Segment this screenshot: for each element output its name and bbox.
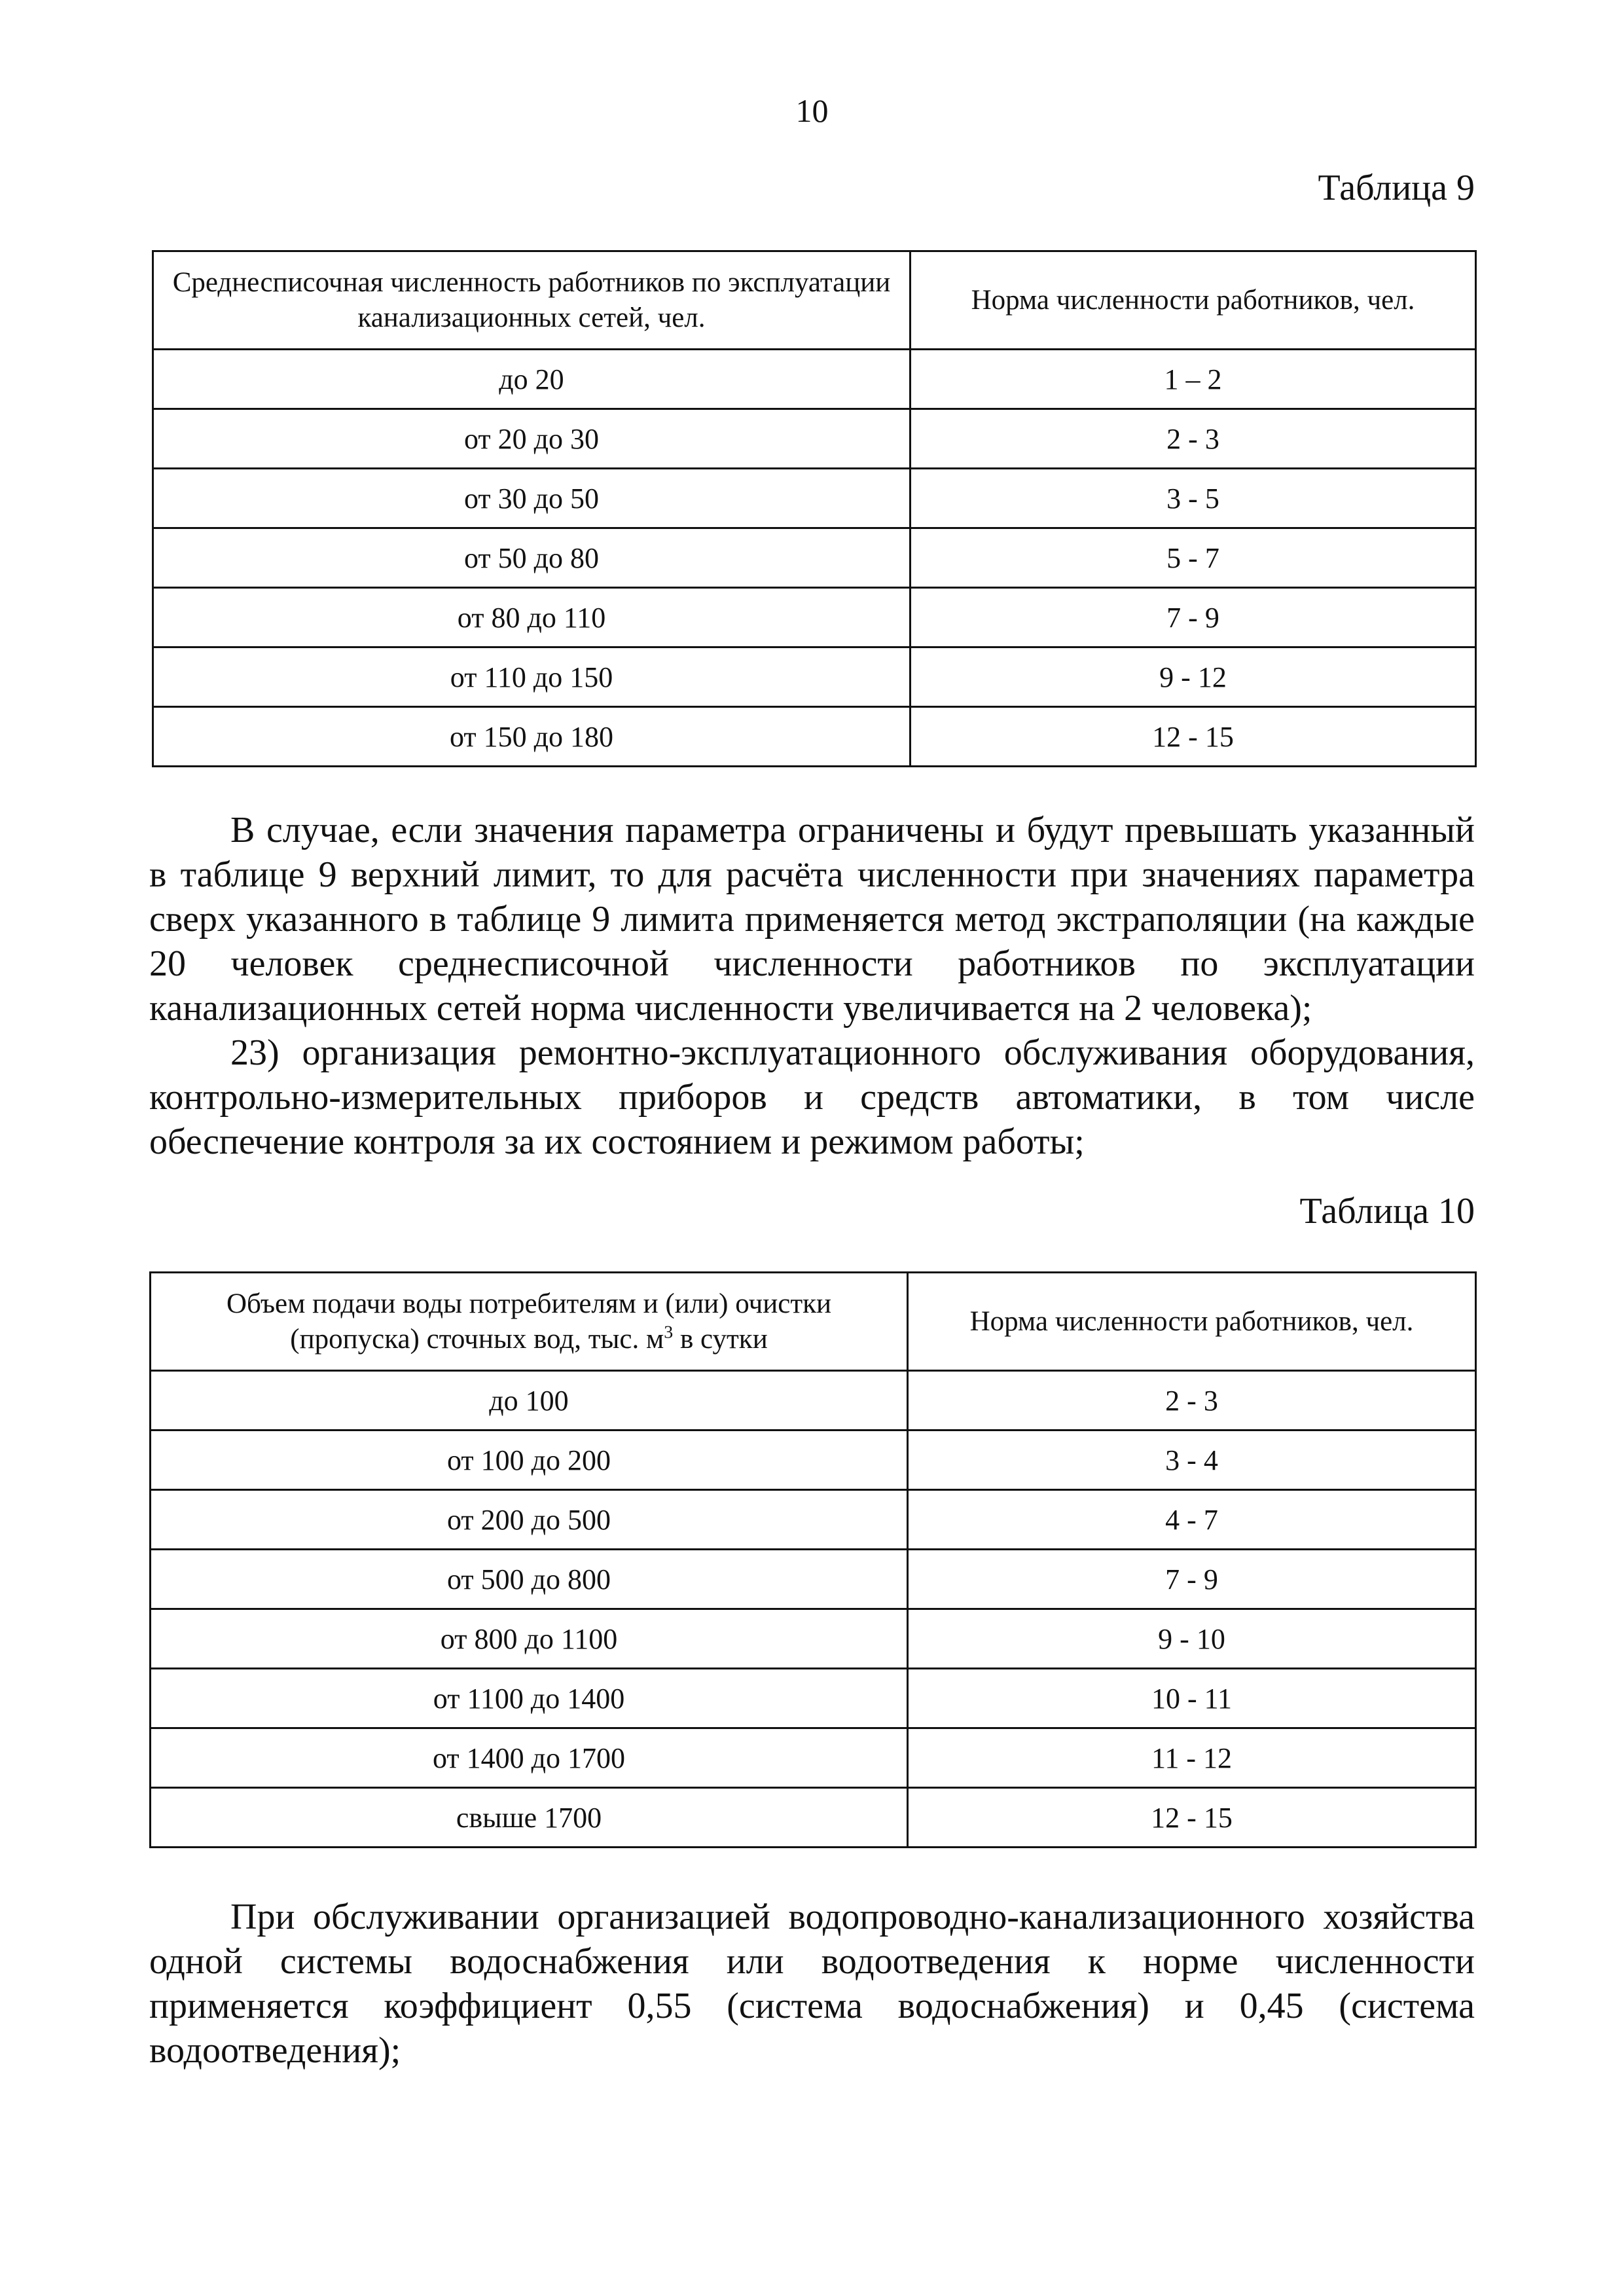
table-cell-norm: 3 - 4 <box>908 1430 1476 1490</box>
table-row <box>151 1550 1476 1609</box>
table-cell-range: от 80 до 110 <box>153 588 911 647</box>
table-10-header-row <box>151 1273 1476 1371</box>
table-10-header-superscript: 3 <box>664 1322 674 1343</box>
table-9-caption: Таблица 9 <box>1318 168 1475 208</box>
table-cell-norm: 7 - 9 <box>911 588 1476 647</box>
table-cell-norm: 9 - 10 <box>908 1609 1476 1669</box>
table-cell-range: от 1100 до 1400 <box>151 1669 908 1728</box>
table-9-header-norm: Норма численности работников, чел. <box>911 251 1476 350</box>
table-row <box>153 350 1476 409</box>
table-row <box>151 1371 1476 1430</box>
paragraph-extrapolation <box>149 808 1475 1030</box>
table-row <box>153 469 1476 528</box>
table-row <box>153 647 1476 707</box>
paragraph-item-23 <box>149 1030 1475 1164</box>
table-row <box>151 1490 1476 1550</box>
table-cell-norm: 2 - 3 <box>911 409 1476 469</box>
table-cell-norm: 4 - 7 <box>908 1490 1476 1550</box>
table-row <box>151 1609 1476 1669</box>
table-cell-norm: 1 – 2 <box>911 350 1476 409</box>
table-9-header-range: Среднесписочная численность работников по эксплуатации канализационных сетей, чел. <box>153 251 911 350</box>
table-row <box>151 1788 1476 1848</box>
table-10-header-range-tail: в сутки <box>673 1323 768 1355</box>
table-9-header-row <box>153 251 1476 350</box>
table-10-header-range-line1: Объем подачи воды потребителям и (или) очистки <box>226 1288 832 1319</box>
table-cell-norm: 12 - 15 <box>911 707 1476 767</box>
table-cell-range: свыше 1700 <box>151 1788 908 1848</box>
table-9 <box>152 250 1477 767</box>
table-cell-norm: 12 - 15 <box>908 1788 1476 1848</box>
table-row <box>153 588 1476 647</box>
table-cell-range: от 800 до 1100 <box>151 1609 908 1669</box>
paragraph-item-23-text: 23) организация ремонтно-эксплуатационного обслуживания оборудования, контрольно-измерительных приборов и средств автоматики, в том числе обеспечение контроля за их состоянием и режимом работы; <box>149 1032 1475 1162</box>
table-cell-range: до 20 <box>153 350 911 409</box>
table-10 <box>149 1271 1477 1848</box>
table-row <box>151 1430 1476 1490</box>
table-cell-norm: 9 - 12 <box>911 647 1476 707</box>
table-cell-norm: 11 - 12 <box>908 1728 1476 1788</box>
table-cell-range: от 20 до 30 <box>153 409 911 469</box>
table-cell-range: от 1400 до 1700 <box>151 1728 908 1788</box>
table-row <box>153 528 1476 588</box>
table-cell-range: от 500 до 800 <box>151 1550 908 1609</box>
table-cell-norm: 7 - 9 <box>908 1550 1476 1609</box>
table-row <box>151 1669 1476 1728</box>
table-10-header-range-line2: (пропуска) сточных вод, тыс. м <box>290 1323 664 1355</box>
table-10-header-norm: Норма численности работников, чел. <box>908 1273 1476 1371</box>
table-cell-range: от 30 до 50 <box>153 469 911 528</box>
paragraph-coefficient-text: При обслуживании организацией водопроводно-канализационного хозяйства одной системы водоснабжения или водоотведения к норме численности применяется коэффициент 0,55 (система водоснабжения) и 0,45 (система водоотведения); <box>149 1897 1475 2071</box>
table-cell-range: от 50 до 80 <box>153 528 911 588</box>
table-cell-range: от 200 до 500 <box>151 1490 908 1550</box>
table-cell-norm: 5 - 7 <box>911 528 1476 588</box>
table-10-header-range <box>151 1273 908 1371</box>
table-cell-range: до 100 <box>151 1371 908 1430</box>
paragraph-coefficient <box>149 1895 1475 2073</box>
table-cell-range: от 110 до 150 <box>153 647 911 707</box>
table-row <box>153 707 1476 767</box>
page-number: 10 <box>795 92 829 129</box>
table-row <box>151 1728 1476 1788</box>
table-row <box>153 409 1476 469</box>
table-cell-norm: 2 - 3 <box>908 1371 1476 1430</box>
table-cell-range: от 100 до 200 <box>151 1430 908 1490</box>
table-10-caption: Таблица 10 <box>1299 1191 1475 1231</box>
table-cell-norm: 3 - 5 <box>911 469 1476 528</box>
paragraph-extrapolation-text: В случае, если значения параметра ограничены и будут превышать указанный в таблице 9 верхний лимит, то для расчёта численности при значениях параметра сверх указанного в таблице 9 лимита применяется метод экстраполяции (на каждые 20 человек среднесписочной численности работников по эксплуатации канализационных сетей норма численности увеличивается на 2 человека); <box>149 810 1475 1029</box>
table-cell-norm: 10 - 11 <box>908 1669 1476 1728</box>
table-cell-range: от 150 до 180 <box>153 707 911 767</box>
